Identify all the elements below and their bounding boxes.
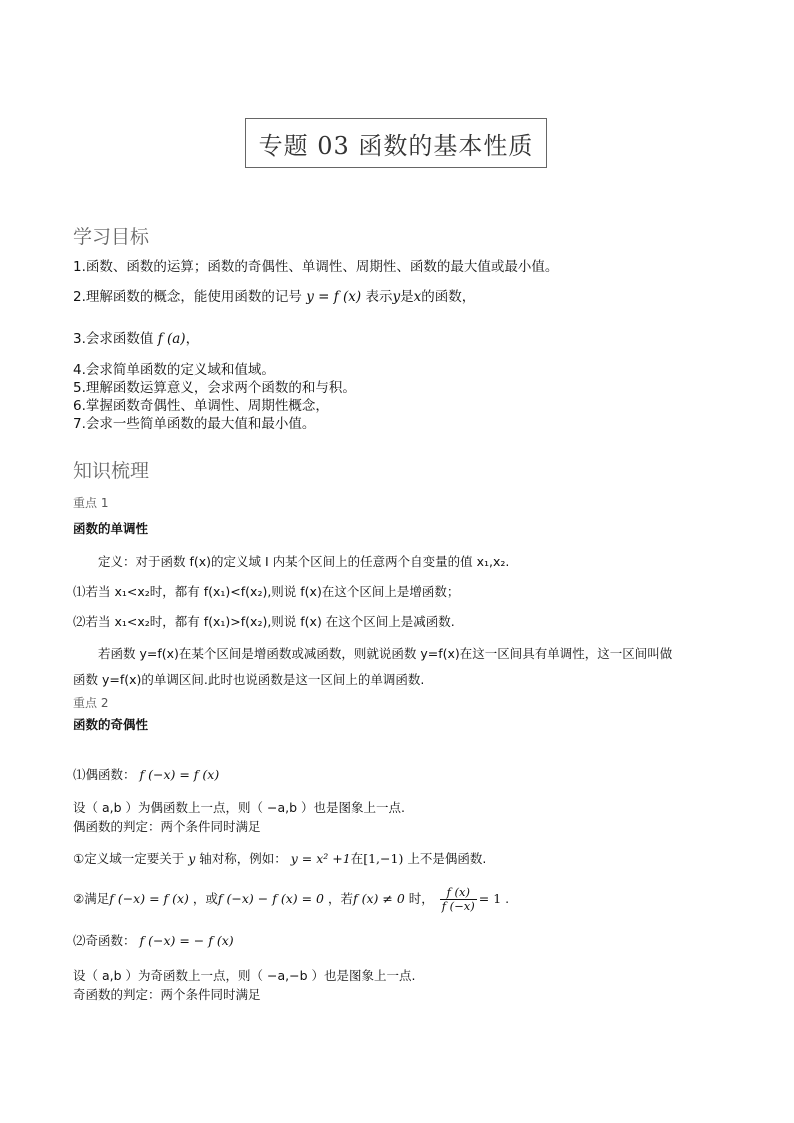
cond2-text-c: ，若 [327,891,353,906]
odd-point: 设（ a,b ）为奇函数上一点，则（ −a,−b ）也是图象上一点. [73,968,416,983]
goal-2-text-d: 的函数， [421,289,476,305]
cond2-formula-1: f (−x) = f (x) [109,891,189,906]
goal-2-text-a: 2.理解函数的概念，能使用函数的记号 [73,289,302,305]
fraction-numerator: f (x) [440,886,477,900]
cond1-var-y: y [188,851,196,866]
goal-2-formula: y = f (x) [306,289,362,305]
cond2-fraction [440,886,477,913]
cond2-text-a: ②满足 [73,891,110,906]
odd-formula: f (−x) = − f (x) [139,933,234,948]
even-function-def [73,766,219,784]
goal-3-comma: ， [185,331,200,347]
fraction-denominator: f (−x) [441,899,475,913]
cond1-text-c: 轴对称，例如： [199,851,287,866]
goal-4: 4.会求简单函数的定义域和值域。 [73,362,275,378]
monotonic-definition: 定义：对于函数 f(x)的定义域 I 内某个区间上的任意两个自变量的值 x₁,x₂. [98,554,510,569]
point-2-title: 函数的奇偶性 [73,717,149,732]
section-heading-goals: 学习目标 [73,226,150,248]
goal-2-text-b: 表示 [365,289,393,305]
point-2-label: 重点 2 [73,696,109,710]
odd-label: ⑵奇函数： [73,933,136,948]
decreasing-rule: ⑵若当 x₁<x₂时，都有 f(x₁)>f(x₂),则说 f(x) 在这个区间上是减函数. [73,614,455,629]
goal-2-var-x: x [413,289,422,305]
goal-2-text-c: 是 [400,289,414,305]
goal-2-var-y: y [392,289,401,305]
goal-3-formula: f (a) [157,331,186,347]
goal-5: 5.理解函数运算意义，会求两个函数的和与积。 [73,380,356,396]
goal-1: 1.函数、函数的运算；函数的奇偶性、单调性、周期性、函数的最大值或最小值。 [73,259,559,275]
even-condition-2 [73,886,509,913]
section-heading-knowledge: 知识梳理 [73,460,150,482]
even-label: ⑴偶函数： [73,767,136,782]
goal-7: 7.会求一些简单函数的最大值和最小值。 [73,416,316,432]
goal-3-text: 3.会求函数值 [73,331,154,347]
even-judge: 偶函数的判定：两个条件同时满足 [73,819,261,834]
cond1-formula: y = x² +1 [290,851,351,866]
point-1-title: 函数的单调性 [73,521,149,536]
odd-function-def [73,932,234,950]
goal-2 [73,288,475,306]
even-formula: f (−x) = f (x) [139,767,220,782]
monotonic-para-2: 函数 y=f(x)的单调区间.此时也说函数是这一区间上的单调函数. [73,672,425,687]
cond2-text-d: 时， [408,891,434,906]
goal-6: 6.掌握函数奇偶性、单调性、周期性概念， [73,398,329,414]
cond2-text-e: = 1 . [478,891,510,906]
goal-3 [73,330,199,348]
cond2-text-b: ，或 [192,891,218,906]
monotonic-para-1: 若函数 y=f(x)在某个区间是增函数或减函数，则就说函数 y=f(x)在这一区间具有单调性，这一区间叫做 [98,646,673,661]
even-point: 设（ a,b ）为偶函数上一点，则（ −a,b ）也是图象上一点. [73,800,405,815]
cond1-text-a: ①定义域一定要关于 [73,851,185,866]
cond2-formula-2: f (−x) − f (x) = 0 [217,891,324,906]
point-1-label: 重点 1 [73,496,109,510]
odd-judge: 奇函数的判定：两个条件同时满足 [73,987,261,1002]
increasing-rule: ⑴若当 x₁<x₂时，都有 f(x₁)<f(x₂),则说 f(x)在这个区间上是增函数； [73,584,460,599]
cond1-interval: [1,−1) [363,851,404,866]
even-condition-1 [73,850,486,868]
cond2-formula-3: f (x) ≠ 0 [353,891,405,906]
cond1-text-e: 上不是偶函数. [407,851,487,866]
cond1-text-d: 在 [350,851,364,866]
document-title: 专题 03 函数的基本性质 [245,118,547,168]
